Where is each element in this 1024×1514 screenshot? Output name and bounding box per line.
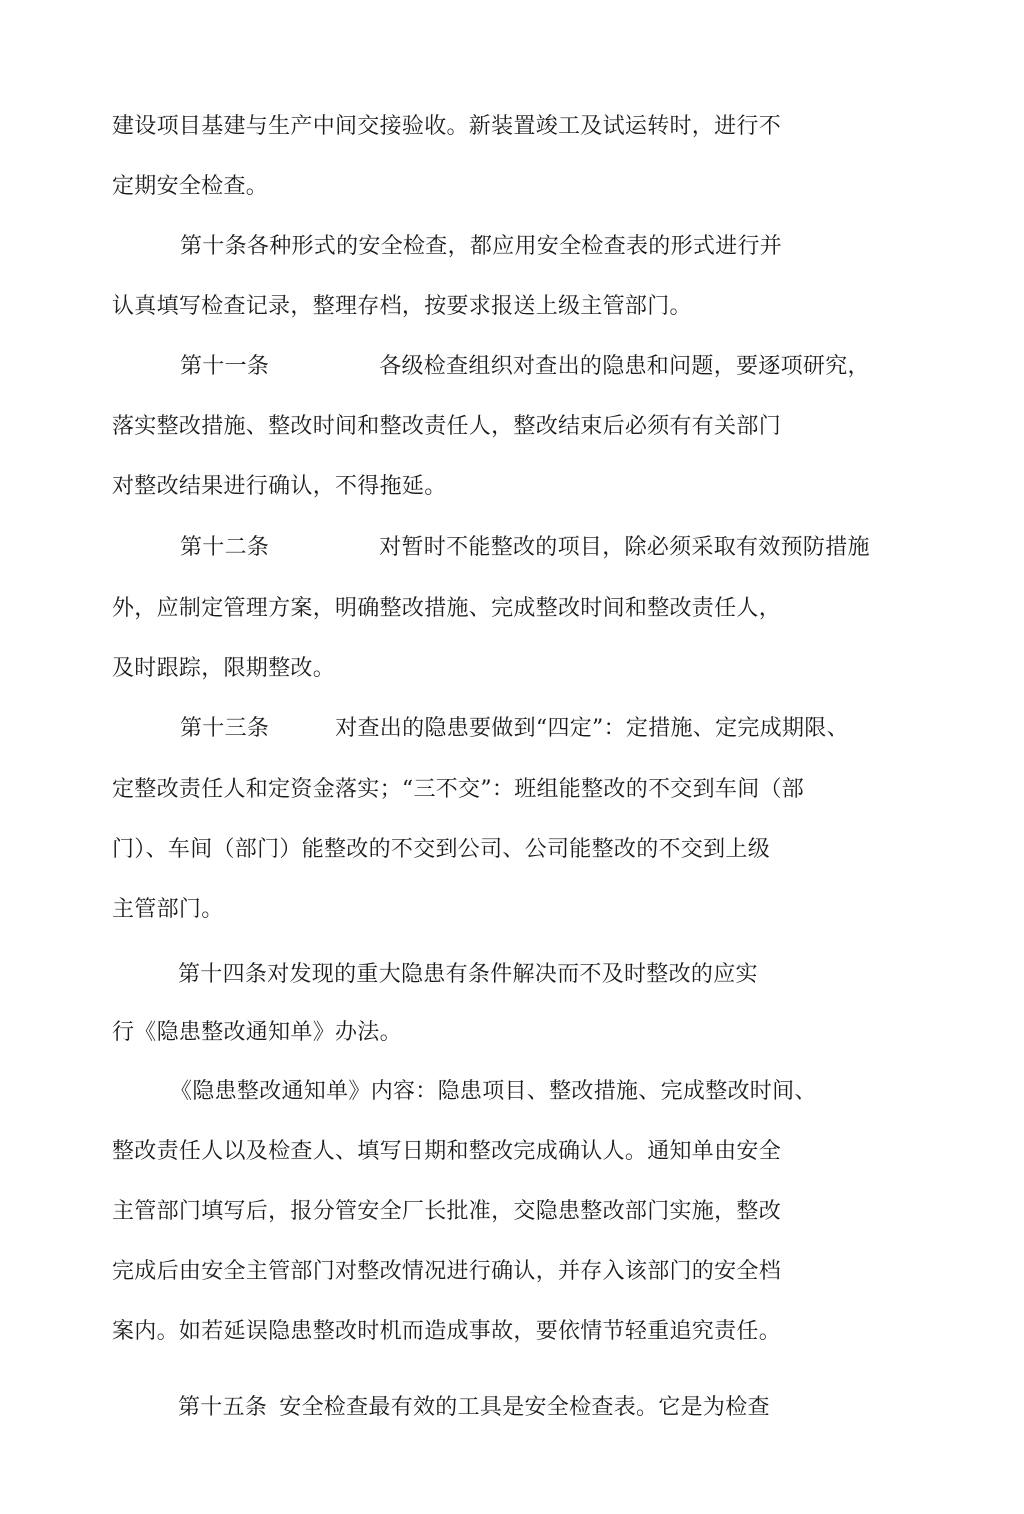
text-line: 案内。如若延误隐患整改时机而造成事故，要依情节轻重追究责任。 bbox=[112, 1319, 782, 1344]
text-line: 落实整改措施、整改时间和整改责任人，整改结束后必须有有关部门 bbox=[112, 414, 782, 439]
text-line: 建设项目基建与生产中间交接验收。新装置竣工及试运转时，进行不 bbox=[112, 114, 782, 139]
text-line: 外，应制定管理方案，明确整改措施、完成整改时间和整改责任人， bbox=[112, 596, 782, 621]
text-line: 对整改结果进行确认，不得拖延。 bbox=[112, 474, 447, 499]
article-heading: 第十三条 bbox=[180, 716, 270, 741]
article-first-line bbox=[180, 714, 849, 744]
article-text: 各级检查组织对查出的隐患和问题，要逐项研究， bbox=[379, 354, 870, 379]
text-line: 第十四条对发现的重大隐患有条件解决而不及时整改的应实 bbox=[178, 962, 758, 987]
text-line: 定整改责任人和定资金落实；“三不交”：班组能整改的不交到车间（部 bbox=[112, 777, 805, 802]
text-line: 定期安全检查。 bbox=[112, 174, 269, 199]
text-line: 门）、车间（部门）能整改的不交到公司、公司能整改的不交到上级 bbox=[112, 837, 771, 862]
article-first-line bbox=[178, 1393, 770, 1423]
text-line: 《隐患整改通知单》内容：隐患项目、整改措施、完成整改时间、 bbox=[170, 1079, 817, 1104]
text-line: 第十条各种形式的安全检查，都应用安全检查表的形式进行并 bbox=[180, 234, 783, 259]
text-line: 认真填写检查记录，整理存档，按要求报送上级主管部门。 bbox=[112, 294, 692, 319]
text-line: 主管部门填写后，报分管安全厂长批准，交隐患整改部门实施，整改 bbox=[112, 1199, 782, 1224]
article-first-line bbox=[180, 533, 870, 563]
article-text: 对暂时不能整改的项目，除必须采取有效预防措施 bbox=[379, 535, 870, 560]
text-line: 整改责任人以及检查人、填写日期和整改完成确认人。通知单由安全 bbox=[112, 1139, 782, 1164]
article-heading: 第十五条 bbox=[178, 1395, 268, 1420]
article-first-line bbox=[180, 352, 870, 382]
article-heading: 第十一条 bbox=[180, 354, 270, 379]
article-text: 对查出的隐患要做到“四定”：定措施、定完成期限、 bbox=[335, 716, 849, 741]
text-line: 完成后由安全主管部门对整改情况进行确认，并存入该部门的安全档 bbox=[112, 1259, 782, 1284]
article-text: 安全检查最有效的工具是安全检查表。它是为检查 bbox=[279, 1395, 770, 1420]
text-line: 行《隐患整改通知单》办法。 bbox=[112, 1020, 402, 1045]
text-line: 及时跟踪，限期整改。 bbox=[112, 656, 336, 681]
article-heading: 第十二条 bbox=[180, 535, 270, 560]
text-line: 主管部门。 bbox=[112, 897, 224, 922]
